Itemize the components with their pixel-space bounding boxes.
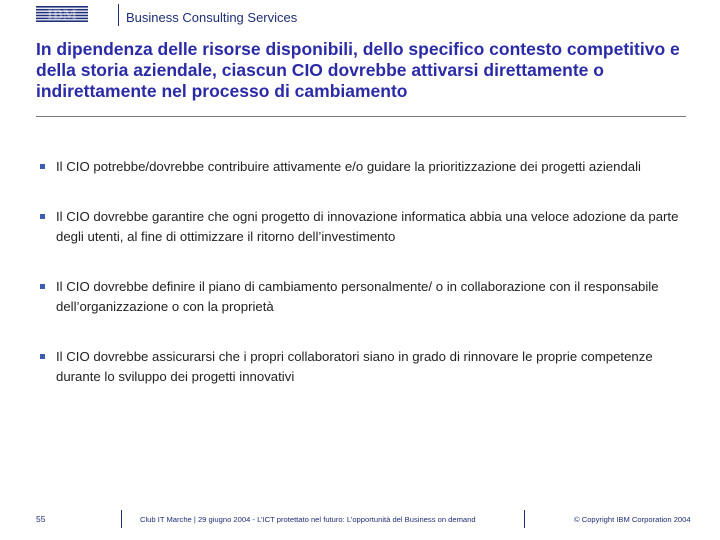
header-bar — [0, 0, 720, 28]
square-bullet-icon — [40, 164, 45, 169]
square-bullet-icon — [40, 354, 45, 359]
bullet-list — [36, 157, 696, 417]
footer-divider-right — [524, 510, 525, 528]
footer-event-text: Club IT Marche | 29 giugno 2004 - L’ICT protettato nel futuro: L’opportunità del Business on demand — [140, 515, 476, 524]
bullet-text: Il CIO dovrebbe definire il piano di cambiamento personalmente/ o in collaborazione con il responsabile dell’organizzazione o con la proprietà — [56, 279, 659, 314]
footer-divider — [121, 510, 122, 528]
bullet-item — [36, 277, 696, 317]
ibm-logo-text: IBM — [47, 7, 77, 22]
footer-copyright: © Copyright IBM Corporation 2004 — [574, 515, 691, 524]
header-divider — [118, 4, 119, 26]
bullet-item — [36, 157, 696, 177]
page-number: 55 — [36, 514, 46, 524]
bullet-item — [36, 207, 696, 247]
square-bullet-icon — [40, 284, 45, 289]
square-bullet-icon — [40, 214, 45, 219]
bullet-text: Il CIO dovrebbe garantire che ogni progetto di innovazione informatica abbia una veloce adozione da parte degli utenti, al fine di ottimizzare il ritorno dell’investimento — [56, 209, 679, 244]
slide-title: In dipendenza delle risorse disponibili, dello specifico contesto competitivo e della storia aziendale, ciascun CIO dovrebbe attivarsi direttamente o indirettamente nel processo di cambiamento — [36, 39, 680, 101]
bullet-item — [36, 347, 696, 387]
header-title: Business Consulting Services — [126, 10, 298, 25]
ibm-logo — [36, 6, 88, 22]
bullet-text: Il CIO potrebbe/dovrebbe contribuire attivamente e/o guidare la prioritizzazione dei progetti aziendali — [56, 159, 641, 174]
footer-bar — [0, 496, 720, 540]
title-divider — [36, 116, 686, 117]
bullet-text: Il CIO dovrebbe assicurarsi che i propri collaboratori siano in grado di rinnovare le proprie competenze durante lo sviluppo dei progetti innovativi — [56, 349, 653, 384]
